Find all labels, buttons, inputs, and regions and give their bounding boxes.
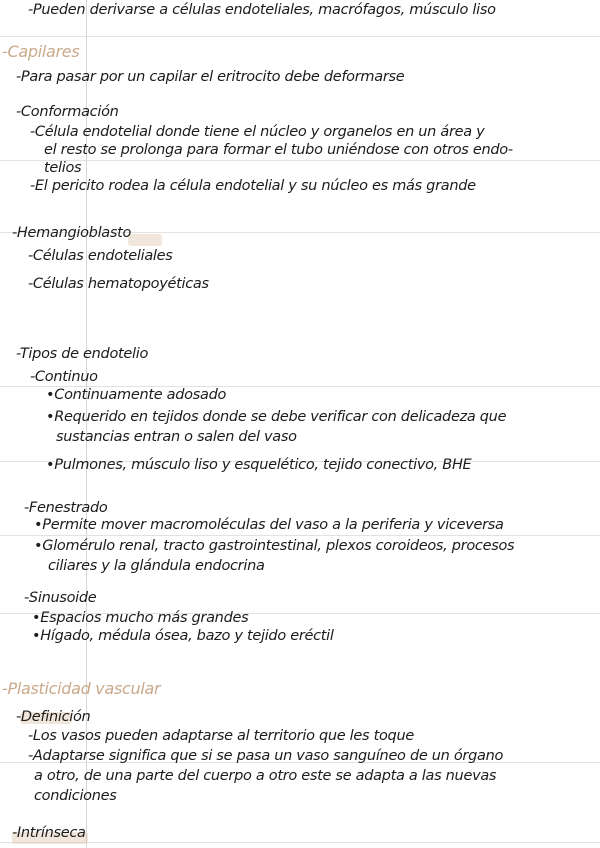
note-line: •Hígado, médula ósea, bazo y tejido eréctil <box>32 628 334 644</box>
note-line: condiciones <box>34 788 117 804</box>
section-heading-plasticidad: -Plasticidad vascular <box>2 679 161 698</box>
subheading-hemangioblasto: -Hemangioblasto <box>12 225 132 241</box>
ruled-line <box>0 36 600 37</box>
subheading-conformacion: -Conformación <box>16 104 119 120</box>
subheading-definicion: -Definición <box>16 709 91 725</box>
subheading-tipos-endotelio: -Tipos de endotelio <box>16 346 149 362</box>
note-line: a otro, de una parte del cuerpo a otro este se adapta a las nuevas <box>34 768 497 784</box>
ruled-line <box>0 535 600 536</box>
note-line: -Adaptarse significa que si se pasa un vaso sanguíneo de un órgano <box>28 748 504 764</box>
subheading-sinusoide: -Sinusoide <box>24 590 97 606</box>
ruled-line <box>0 160 600 161</box>
note-line: -Célula endotelial donde tiene el núcleo y organelos en un área y <box>30 124 485 140</box>
note-line: •Pulmones, músculo liso y esquelético, tejido conectivo, BHE <box>46 457 472 473</box>
section-heading-capilares: -Capilares <box>2 42 80 61</box>
note-line: •Requerido en tejidos donde se debe verificar con delicadeza que <box>46 409 507 425</box>
note-line: •Glomérulo renal, tracto gastrointestinal, plexos coroideos, procesos <box>34 538 515 554</box>
note-line: •Espacios mucho más grandes <box>32 610 249 626</box>
subheading-continuo: -Continuo <box>30 369 98 385</box>
note-line: -Los vasos pueden adaptarse al territorio que les toque <box>28 728 414 744</box>
note-line: el resto se prolonga para formar el tubo uniéndose con otros endo- <box>44 142 513 158</box>
note-line: -Para pasar por un capilar el eritrocito debe deformarse <box>16 69 405 85</box>
note-line: -Células endoteliales <box>28 248 173 264</box>
ruled-line <box>0 842 600 843</box>
note-line: •Continuamente adosado <box>46 387 227 403</box>
highlight-mark <box>128 234 162 246</box>
note-line: sustancias entran o salen del vaso <box>56 429 297 445</box>
subheading-intrinseca: -Intrínseca <box>12 825 86 841</box>
subheading-fenestrado: -Fenestrado <box>24 500 108 516</box>
note-line: -Células hematopoyéticas <box>28 276 209 292</box>
note-line: ciliares y la glándula endocrina <box>48 558 265 574</box>
note-line: •Permite mover macromoléculas del vaso a la periferia y viceversa <box>34 517 504 533</box>
note-line: telios <box>44 160 82 176</box>
note-line: -Pueden derivarse a células endoteliales, macrófagos, músculo liso <box>28 2 496 18</box>
note-line: -El pericito rodea la célula endotelial y su núcleo es más grande <box>30 178 476 194</box>
